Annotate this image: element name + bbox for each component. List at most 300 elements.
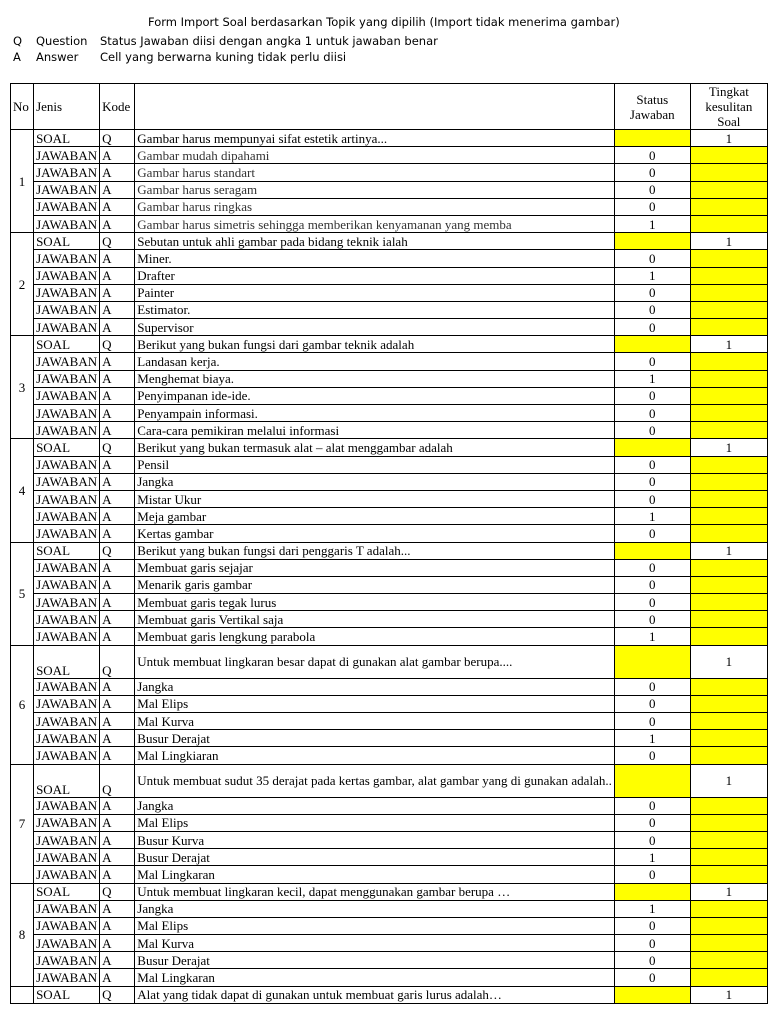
level-cell[interactable] <box>690 849 767 866</box>
level-cell[interactable] <box>690 198 767 215</box>
status-cell[interactable]: 0 <box>614 319 690 336</box>
legend-a-code: A <box>13 50 21 64</box>
level-cell[interactable] <box>690 456 767 473</box>
level-cell[interactable] <box>690 713 767 730</box>
jenis-cell[interactable]: SOAL <box>34 542 100 559</box>
status-cell[interactable]: 0 <box>614 952 690 969</box>
answer-text[interactable]: Gambar harus seragam <box>135 181 615 198</box>
answer-text[interactable]: Jangka <box>135 900 615 917</box>
jenis-cell[interactable]: JAWABAN <box>34 730 100 747</box>
answer-text[interactable]: Membuat garis sejajar <box>135 559 615 576</box>
status-cell[interactable]: 0 <box>614 422 690 439</box>
answer-text[interactable]: Mal Kurva <box>135 713 615 730</box>
level-cell[interactable] <box>690 284 767 301</box>
level-cell[interactable] <box>690 215 767 232</box>
question-number[interactable]: 6 <box>11 645 34 764</box>
answer-text[interactable]: Pensil <box>135 456 615 473</box>
jenis-cell[interactable]: JAWABAN <box>34 370 100 387</box>
jenis-cell[interactable]: JAWABAN <box>34 831 100 848</box>
kode-cell[interactable]: A <box>100 969 135 986</box>
jenis-cell[interactable]: JAWABAN <box>34 969 100 986</box>
kode-cell[interactable]: Q <box>100 645 135 678</box>
answer-row <box>11 164 768 181</box>
jenis-cell[interactable]: JAWABAN <box>34 508 100 525</box>
status-cell[interactable]: 0 <box>614 387 690 404</box>
kode-cell[interactable]: A <box>100 319 135 336</box>
answer-text[interactable]: Gambar harus ringkas <box>135 198 615 215</box>
status-cell[interactable]: 0 <box>614 405 690 422</box>
kode-cell[interactable]: A <box>100 473 135 490</box>
answer-row <box>11 628 768 645</box>
answer-row <box>11 456 768 473</box>
answer-row <box>11 747 768 764</box>
level-cell[interactable] <box>690 866 767 883</box>
status-cell[interactable]: 0 <box>614 490 690 507</box>
jenis-cell[interactable]: JAWABAN <box>34 628 100 645</box>
answer-text[interactable]: Jangka <box>135 473 615 490</box>
level-cell[interactable] <box>690 250 767 267</box>
kode-cell[interactable]: A <box>100 713 135 730</box>
form-title: Form Import Soal berdasarkan Topik yang dipilih (Import tidak menerima gambar) <box>148 15 620 29</box>
level-cell[interactable]: 1 <box>690 233 767 250</box>
kode-cell[interactable]: A <box>100 422 135 439</box>
kode-cell[interactable]: A <box>100 215 135 232</box>
answer-text[interactable]: Mal Elips <box>135 695 615 712</box>
status-cell[interactable]: 0 <box>614 147 690 164</box>
question-row <box>11 336 768 353</box>
level-cell[interactable] <box>690 319 767 336</box>
kode-cell[interactable]: A <box>100 370 135 387</box>
jenis-cell[interactable]: JAWABAN <box>34 215 100 232</box>
answer-row <box>11 814 768 831</box>
level-cell[interactable]: 1 <box>690 645 767 678</box>
question-text[interactable]: Untuk membuat lingkaran besar dapat di gunakan alat gambar berupa.... <box>135 645 615 678</box>
level-cell[interactable] <box>690 181 767 198</box>
answer-text[interactable]: Mal Elips <box>135 814 615 831</box>
answer-row <box>11 490 768 507</box>
answer-text[interactable]: Menarik garis gambar <box>135 576 615 593</box>
kode-cell[interactable]: A <box>100 594 135 611</box>
status-cell[interactable]: 0 <box>614 164 690 181</box>
kode-cell[interactable]: A <box>100 747 135 764</box>
jenis-cell[interactable]: JAWABAN <box>34 525 100 542</box>
jenis-cell[interactable]: SOAL <box>34 336 100 353</box>
col-kode-header: Kode <box>100 84 135 130</box>
kode-cell[interactable]: A <box>100 628 135 645</box>
jenis-cell[interactable]: JAWABAN <box>34 250 100 267</box>
level-cell[interactable] <box>690 678 767 695</box>
kode-cell[interactable]: Q <box>100 986 135 1003</box>
kode-cell[interactable]: Q <box>100 130 135 147</box>
jenis-cell[interactable]: JAWABAN <box>34 164 100 181</box>
jenis-cell[interactable]: JAWABAN <box>34 678 100 695</box>
kode-cell[interactable]: A <box>100 456 135 473</box>
answer-text[interactable]: Mal Kurva <box>135 935 615 952</box>
question-text[interactable]: Berikut yang bukan termasuk alat – alat menggambar adalah <box>135 439 615 456</box>
question-number[interactable]: 2 <box>11 233 34 336</box>
jenis-cell[interactable]: JAWABAN <box>34 917 100 934</box>
answer-row <box>11 559 768 576</box>
answer-text[interactable]: Membuat garis tegak lurus <box>135 594 615 611</box>
level-cell[interactable] <box>690 917 767 934</box>
status-cell[interactable]: 0 <box>614 576 690 593</box>
kode-cell[interactable]: A <box>100 353 135 370</box>
status-cell[interactable]: 1 <box>614 267 690 284</box>
jenis-cell[interactable]: JAWABAN <box>34 747 100 764</box>
level-cell[interactable]: 1 <box>690 336 767 353</box>
jenis-cell[interactable]: JAWABAN <box>34 576 100 593</box>
status-cell[interactable]: 0 <box>614 814 690 831</box>
status-cell[interactable] <box>614 883 690 900</box>
question-number[interactable]: 5 <box>11 542 34 645</box>
jenis-cell[interactable]: JAWABAN <box>34 147 100 164</box>
answer-text[interactable]: Meja gambar <box>135 508 615 525</box>
answer-text[interactable]: Landasan kerja. <box>135 353 615 370</box>
kode-cell[interactable]: Q <box>100 764 135 797</box>
level-cell[interactable]: 1 <box>690 986 767 1003</box>
status-cell[interactable] <box>614 986 690 1003</box>
answer-text[interactable]: Jangka <box>135 678 615 695</box>
level-cell[interactable] <box>690 147 767 164</box>
answer-row <box>11 147 768 164</box>
jenis-cell[interactable]: JAWABAN <box>34 456 100 473</box>
col-no-header: No <box>11 84 34 130</box>
answer-row <box>11 473 768 490</box>
table-body <box>11 130 768 1004</box>
kode-cell[interactable]: A <box>100 301 135 318</box>
kode-cell[interactable]: A <box>100 576 135 593</box>
answer-text[interactable]: Gambar harus simetris sehingga memberikan kenyamanan yang memba <box>135 215 615 232</box>
col-jenis-header: Jenis <box>34 84 100 130</box>
status-cell[interactable] <box>614 542 690 559</box>
status-cell[interactable]: 0 <box>614 198 690 215</box>
status-cell[interactable]: 0 <box>614 695 690 712</box>
answer-text[interactable]: Mal Lingkaran <box>135 866 615 883</box>
kode-cell[interactable]: A <box>100 611 135 628</box>
question-table <box>10 83 768 1004</box>
jenis-cell[interactable]: SOAL <box>34 439 100 456</box>
status-cell[interactable]: 0 <box>614 797 690 814</box>
question-number[interactable]: 8 <box>11 883 34 986</box>
status-cell[interactable]: 0 <box>614 831 690 848</box>
question-text[interactable]: Gambar harus mempunyai sifat estetik artinya... <box>135 130 615 147</box>
level-cell[interactable]: 1 <box>690 883 767 900</box>
level-cell[interactable] <box>690 559 767 576</box>
status-cell[interactable]: 0 <box>614 353 690 370</box>
status-cell[interactable]: 1 <box>614 628 690 645</box>
jenis-cell[interactable]: JAWABAN <box>34 301 100 318</box>
question-number[interactable]: 1 <box>11 130 34 233</box>
kode-cell[interactable]: A <box>100 267 135 284</box>
answer-row <box>11 713 768 730</box>
question-number[interactable] <box>11 986 34 1003</box>
answer-row <box>11 301 768 318</box>
answer-text[interactable]: Busur Derajat <box>135 952 615 969</box>
jenis-cell[interactable]: SOAL <box>34 645 100 678</box>
level-cell[interactable] <box>690 900 767 917</box>
kode-cell[interactable]: A <box>100 866 135 883</box>
answer-text[interactable]: Penyimpanan ide-ide. <box>135 387 615 404</box>
answer-text[interactable]: Membuat garis Vertikal saja <box>135 611 615 628</box>
answer-row <box>11 198 768 215</box>
jenis-cell[interactable]: SOAL <box>34 883 100 900</box>
level-cell[interactable] <box>690 695 767 712</box>
answer-row <box>11 866 768 883</box>
level-cell[interactable]: 1 <box>690 764 767 797</box>
status-cell[interactable]: 1 <box>614 849 690 866</box>
status-cell[interactable]: 0 <box>614 181 690 198</box>
answer-row <box>11 284 768 301</box>
question-row <box>11 883 768 900</box>
jenis-cell[interactable]: SOAL <box>34 130 100 147</box>
kode-cell[interactable]: A <box>100 952 135 969</box>
level-cell[interactable] <box>690 730 767 747</box>
kode-cell[interactable]: A <box>100 900 135 917</box>
level-cell[interactable] <box>690 797 767 814</box>
kode-cell[interactable]: A <box>100 730 135 747</box>
answer-row <box>11 900 768 917</box>
question-row <box>11 764 768 797</box>
level-cell[interactable] <box>690 387 767 404</box>
status-cell[interactable] <box>614 336 690 353</box>
answer-text[interactable]: Supervisor <box>135 319 615 336</box>
kode-cell[interactable]: A <box>100 405 135 422</box>
jenis-cell[interactable]: JAWABAN <box>34 849 100 866</box>
answer-row <box>11 678 768 695</box>
jenis-cell[interactable]: JAWABAN <box>34 900 100 917</box>
level-cell[interactable] <box>690 628 767 645</box>
answer-row <box>11 797 768 814</box>
level-cell[interactable] <box>690 576 767 593</box>
kode-cell[interactable]: Q <box>100 542 135 559</box>
level-cell[interactable] <box>690 164 767 181</box>
kode-cell[interactable]: A <box>100 181 135 198</box>
level-cell[interactable] <box>690 490 767 507</box>
jenis-cell[interactable]: JAWABAN <box>34 713 100 730</box>
kode-cell[interactable]: A <box>100 490 135 507</box>
question-text[interactable]: Alat yang tidak dapat di gunakan untuk membuat garis lurus adalah… <box>135 986 615 1003</box>
level-cell[interactable] <box>690 405 767 422</box>
answer-row <box>11 405 768 422</box>
status-cell[interactable]: 0 <box>614 917 690 934</box>
jenis-cell[interactable]: JAWABAN <box>34 952 100 969</box>
jenis-cell[interactable]: JAWABAN <box>34 814 100 831</box>
level-cell[interactable] <box>690 525 767 542</box>
level-cell[interactable]: 1 <box>690 542 767 559</box>
answer-text[interactable]: Estimator. <box>135 301 615 318</box>
level-cell[interactable] <box>690 301 767 318</box>
kode-cell[interactable]: A <box>100 917 135 934</box>
level-cell[interactable] <box>690 370 767 387</box>
answer-text[interactable]: Mistar Ukur <box>135 490 615 507</box>
jenis-cell[interactable]: JAWABAN <box>34 353 100 370</box>
kode-cell[interactable]: Q <box>100 883 135 900</box>
jenis-cell[interactable]: JAWABAN <box>34 387 100 404</box>
answer-row <box>11 319 768 336</box>
status-cell[interactable]: 0 <box>614 747 690 764</box>
level-cell[interactable] <box>690 935 767 952</box>
question-text[interactable]: Berikut yang bukan fungsi dari penggaris T adalah... <box>135 542 615 559</box>
status-cell[interactable]: 1 <box>614 215 690 232</box>
status-cell[interactable]: 0 <box>614 935 690 952</box>
kode-cell[interactable]: A <box>100 198 135 215</box>
answer-row <box>11 508 768 525</box>
answer-text[interactable]: Jangka <box>135 797 615 814</box>
level-cell[interactable] <box>690 473 767 490</box>
question-text[interactable]: Sebutan untuk ahli gambar pada bidang teknik ialah <box>135 233 615 250</box>
answer-text[interactable]: Mal Lingkaran <box>135 969 615 986</box>
kode-cell[interactable]: A <box>100 387 135 404</box>
level-cell[interactable] <box>690 831 767 848</box>
status-cell[interactable] <box>614 764 690 797</box>
question-row <box>11 645 768 678</box>
kode-cell[interactable]: A <box>100 831 135 848</box>
question-row <box>11 233 768 250</box>
jenis-cell[interactable]: JAWABAN <box>34 473 100 490</box>
kode-cell[interactable]: A <box>100 525 135 542</box>
kode-cell[interactable]: A <box>100 814 135 831</box>
status-cell[interactable]: 0 <box>614 473 690 490</box>
answer-row <box>11 181 768 198</box>
kode-cell[interactable]: A <box>100 559 135 576</box>
status-cell[interactable]: 1 <box>614 508 690 525</box>
jenis-cell[interactable]: JAWABAN <box>34 866 100 883</box>
question-number[interactable]: 3 <box>11 336 34 439</box>
jenis-cell[interactable]: JAWABAN <box>34 405 100 422</box>
answer-text[interactable]: Busur Derajat <box>135 730 615 747</box>
jenis-cell[interactable]: JAWABAN <box>34 695 100 712</box>
status-cell[interactable]: 0 <box>614 301 690 318</box>
answer-row <box>11 849 768 866</box>
jenis-cell[interactable]: JAWABAN <box>34 422 100 439</box>
status-cell[interactable]: 0 <box>614 559 690 576</box>
answer-text[interactable]: Mal Elips <box>135 917 615 934</box>
answer-row <box>11 730 768 747</box>
level-cell[interactable]: 1 <box>690 130 767 147</box>
level-cell[interactable] <box>690 267 767 284</box>
question-number[interactable]: 4 <box>11 439 34 542</box>
level-cell[interactable] <box>690 594 767 611</box>
level-cell[interactable] <box>690 353 767 370</box>
answer-row <box>11 267 768 284</box>
jenis-cell[interactable]: SOAL <box>34 986 100 1003</box>
status-cell[interactable]: 0 <box>614 284 690 301</box>
status-cell[interactable]: 0 <box>614 866 690 883</box>
jenis-cell[interactable]: JAWABAN <box>34 284 100 301</box>
answer-row <box>11 611 768 628</box>
question-text[interactable]: Berikut yang bukan fungsi dari gambar teknik adalah <box>135 336 615 353</box>
jenis-cell[interactable]: JAWABAN <box>34 490 100 507</box>
answer-text[interactable]: Cara-cara pemikiran melalui informasi <box>135 422 615 439</box>
status-cell[interactable]: 1 <box>614 730 690 747</box>
answer-text[interactable]: Membuat garis lengkung parabola <box>135 628 615 645</box>
answer-row <box>11 576 768 593</box>
status-cell[interactable] <box>614 130 690 147</box>
question-text[interactable]: Untuk membuat lingkaran kecil, dapat menggunakan gambar berupa … <box>135 883 615 900</box>
status-cell[interactable] <box>614 645 690 678</box>
kode-cell[interactable]: Q <box>100 439 135 456</box>
level-cell[interactable] <box>690 814 767 831</box>
answer-row <box>11 370 768 387</box>
status-cell[interactable]: 1 <box>614 370 690 387</box>
jenis-cell[interactable]: JAWABAN <box>34 797 100 814</box>
kode-cell[interactable]: A <box>100 147 135 164</box>
jenis-cell[interactable]: JAWABAN <box>34 611 100 628</box>
answer-text[interactable]: Menghemat biaya. <box>135 370 615 387</box>
answer-text[interactable]: Gambar mudah dipahami <box>135 147 615 164</box>
status-cell[interactable]: 0 <box>614 525 690 542</box>
question-number[interactable]: 7 <box>11 764 34 883</box>
status-cell[interactable]: 0 <box>614 456 690 473</box>
jenis-cell[interactable]: SOAL <box>34 764 100 797</box>
answer-row <box>11 250 768 267</box>
answer-text[interactable]: Mal Lingkiaran <box>135 747 615 764</box>
kode-cell[interactable]: Q <box>100 233 135 250</box>
level-cell[interactable] <box>690 611 767 628</box>
answer-text[interactable]: Gambar harus standart <box>135 164 615 181</box>
question-text[interactable]: Untuk membuat sudut 35 derajat pada kertas gambar, alat gambar yang di gunakan adalah.. <box>135 764 615 797</box>
kode-cell[interactable]: A <box>100 935 135 952</box>
kode-cell[interactable]: A <box>100 797 135 814</box>
jenis-cell[interactable]: JAWABAN <box>34 594 100 611</box>
answer-text[interactable]: Drafter <box>135 267 615 284</box>
kode-cell[interactable]: A <box>100 849 135 866</box>
answer-text[interactable]: Busur Derajat <box>135 849 615 866</box>
answer-row <box>11 969 768 986</box>
answer-text[interactable]: Painter <box>135 284 615 301</box>
legend-q-code: Q <box>13 34 23 48</box>
jenis-cell[interactable]: JAWABAN <box>34 559 100 576</box>
answer-text[interactable]: Penyampain informasi. <box>135 405 615 422</box>
kode-cell[interactable]: Q <box>100 336 135 353</box>
legend-q-label: Question <box>36 34 88 48</box>
jenis-cell[interactable]: JAWABAN <box>34 935 100 952</box>
status-cell[interactable]: 0 <box>614 713 690 730</box>
level-cell[interactable]: 1 <box>690 439 767 456</box>
jenis-cell[interactable]: SOAL <box>34 233 100 250</box>
kode-cell[interactable]: A <box>100 678 135 695</box>
status-cell[interactable]: 1 <box>614 900 690 917</box>
kode-cell[interactable]: A <box>100 164 135 181</box>
status-cell[interactable] <box>614 439 690 456</box>
level-cell[interactable] <box>690 508 767 525</box>
jenis-cell[interactable]: JAWABAN <box>34 198 100 215</box>
answer-text[interactable]: Kertas gambar <box>135 525 615 542</box>
jenis-cell[interactable]: JAWABAN <box>34 181 100 198</box>
status-cell[interactable]: 0 <box>614 969 690 986</box>
answer-text[interactable]: Busur Kurva <box>135 831 615 848</box>
jenis-cell[interactable]: JAWABAN <box>34 267 100 284</box>
status-cell[interactable]: 0 <box>614 611 690 628</box>
level-cell[interactable] <box>690 969 767 986</box>
jenis-cell[interactable]: JAWABAN <box>34 319 100 336</box>
status-cell[interactable]: 0 <box>614 594 690 611</box>
answer-text[interactable]: Miner. <box>135 250 615 267</box>
kode-cell[interactable]: A <box>100 250 135 267</box>
question-row <box>11 130 768 147</box>
level-cell[interactable] <box>690 422 767 439</box>
legend-a-note: Cell yang berwarna kuning tidak perlu diisi <box>100 50 347 64</box>
kode-cell[interactable]: A <box>100 695 135 712</box>
status-cell[interactable] <box>614 233 690 250</box>
level-cell[interactable] <box>690 747 767 764</box>
status-cell[interactable]: 0 <box>614 678 690 695</box>
table-header-row <box>11 84 768 130</box>
kode-cell[interactable]: A <box>100 284 135 301</box>
kode-cell[interactable]: A <box>100 508 135 525</box>
level-cell[interactable] <box>690 952 767 969</box>
status-cell[interactable]: 0 <box>614 250 690 267</box>
